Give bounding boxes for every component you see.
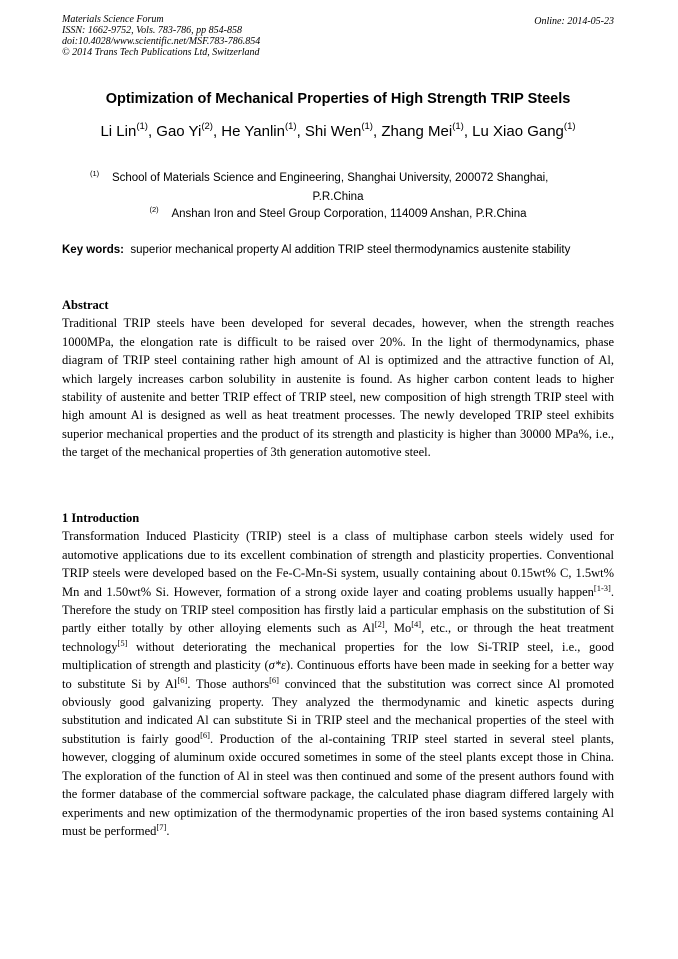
online-date: Online: 2014-05-23: [534, 16, 614, 27]
issn-line: ISSN: 1662-9752, Vols. 783-786, pp 854-858: [62, 25, 242, 36]
keywords-text: superior mechanical property Al addition TRIP steel thermodynamics austenite stability: [130, 244, 571, 256]
body-text: ). Continuous efforts have been made in seeking for a better way to substitute Si by Al: [62, 658, 615, 691]
author-affiliation-mark: (2): [201, 121, 213, 132]
math-sigma-epsilon: σ*ε: [268, 658, 286, 673]
author-affiliation-mark: (1): [284, 121, 297, 132]
author-name: He Yanlin: [221, 123, 285, 140]
body-text: convinced that the substitution was correct since Al promoted obviously good galvanizing property. They analyzed the thermodynamic and kinetic aspects during substitution and indicated Al can substitute Si in TRIP steel and the mechanical properties of the steel with substitution is fairly good: [62, 676, 614, 746]
citation: [6]: [177, 674, 188, 685]
body-text: Transformation Induced Plasticity (TRIP) steel is a class of multiphase carbon steels widely used for automotive applications due to its excellent combination of strength and plasticity properties. Conventional TRIP steels were developed based on the Fe-C-Mn-Si system, usually containing about 0.15wt% C, 1.5wt% Mn and 1.50wt% Si. However, formation of a strong oxide layer and coating problems usually happen: [62, 529, 614, 599]
citation: [6]: [200, 729, 210, 740]
introduction-section: [62, 509, 614, 840]
author-name: Shi Wen: [304, 123, 362, 140]
journal-name: Materials Science Forum: [62, 14, 164, 25]
affiliation-mark: (2): [149, 205, 159, 215]
author-affiliation-mark: (1): [136, 121, 148, 132]
author-affiliation-mark: (1): [452, 121, 464, 132]
body-text: . Those authors: [187, 676, 270, 691]
abstract-section: [62, 296, 614, 462]
citation: [5]: [117, 637, 128, 648]
introduction-heading: 1 Introduction: [62, 511, 140, 525]
author-affiliation-mark: (1): [563, 121, 576, 132]
author-separator: ,: [147, 123, 157, 140]
author-name: Zhang Mei: [381, 123, 453, 140]
citation: [1-3]: [593, 582, 611, 593]
author-affiliation-mark: (1): [361, 121, 373, 132]
affiliation-mark: (1): [90, 169, 100, 179]
author-separator: ,: [296, 123, 305, 140]
citation: [6]: [269, 674, 279, 685]
author-separator: ,: [463, 123, 473, 140]
citation: [7]: [156, 821, 167, 832]
author-separator: ,: [212, 123, 222, 140]
author-name: Lu Xiao Gang: [472, 123, 564, 140]
affiliation-2: [62, 207, 614, 222]
body-text: , Mo: [384, 621, 412, 636]
body-text: , etc., or through the heat treatment technology: [62, 621, 614, 654]
body-text: without deteriorating the mechanical properties for the low Si-TRIP steel, i.e., good multiplication of strength and plasticity (: [62, 639, 614, 673]
copyright-line: © 2014 Trans Tech Publications Ltd, Switzerland: [62, 47, 260, 58]
affiliation-text: Anshan Iron and Steel Group Corporation, 114009 Anshan, P.R.China: [171, 208, 527, 220]
abstract-body: Traditional TRIP steels have been developed for several decades, however, when the strength reaches 1000MPa, the elongation rate is difficult to be raised over 20%. In the light of thermodynamics, phase diagram of TRIP steel containing rather high amount of Al is optimized and the attractive function of Al, which largely increases carbon solubility in austenite is found. As higher carbon content leads to higher stability of austenite and better TRIP effect of TRIP steel, new composition of high strength TRIP steel with high amount Al is designed as well as heat treatment processes. The newly developed TRIP steel exhibits superior mechanical properties and the product of its strength and plasticity is higher than 30000 MPa%, i.e., the target of the mechanical properties of 3th generation automotive steel.: [62, 316, 614, 460]
affiliation-1: [90, 171, 600, 186]
body-text: . Therefore the study on TRIP steel composition has firstly laid a particular emphasis on the substitution of Si partly either totally by other alloying elements such as Al: [62, 584, 614, 636]
author-separator: ,: [372, 123, 382, 140]
affiliation-1-country: P.R.China: [312, 191, 364, 203]
author-name: Gao Yi: [156, 123, 202, 140]
body-text: .: [166, 823, 170, 838]
doi-line: doi:10.4028/www.scientific.net/MSF.783-786.854: [62, 36, 261, 47]
paper-title: Optimization of Mechanical Properties of High Strength TRIP Steels: [105, 91, 571, 107]
abstract-heading: Abstract: [62, 298, 109, 312]
affiliation-text: School of Materials Science and Engineering, Shanghai University, 200072 Shanghai,: [111, 172, 549, 184]
citation: [2]: [374, 619, 385, 630]
citation: [4]: [411, 619, 422, 630]
body-text: . Production of the al-containing TRIP steel started in several steel plants, however, clogging of aluminum oxide occured sometimes in some of the steel plants except those in China. The exploration of the function of Al in steel was then continued and some of the present authors found with the former database of the commercial software package, the calculated phase diagram differed largely with experiments and new optimization of the thermodynamic properties of the iron based systems containing Al must be performed: [62, 731, 615, 838]
keywords-label: Key words:: [62, 244, 124, 256]
keywords: [62, 242, 614, 259]
journal-header: [62, 14, 260, 58]
author-name: Li Lin: [100, 123, 137, 140]
introduction-body: [62, 527, 614, 840]
author-list: [62, 122, 614, 140]
